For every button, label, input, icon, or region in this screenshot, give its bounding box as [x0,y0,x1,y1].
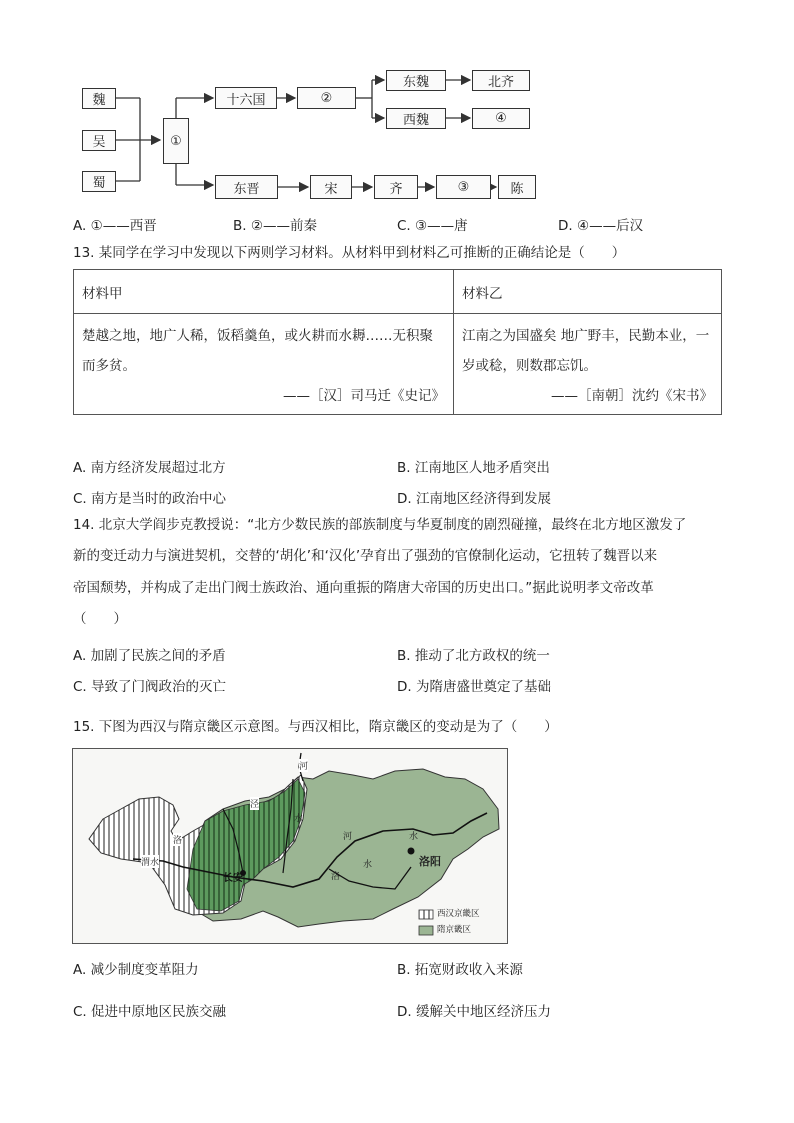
box-song: 宋 [310,175,352,199]
legend-sui-label: 隋京畿区 [437,925,472,935]
q15-option-a[interactable]: A. 减少制度变革阻力 [73,962,199,978]
box-west-wei: 西魏 [386,108,446,129]
node-3: ③ [436,175,491,199]
legend-xihan-swatch [419,910,433,919]
label-heshui-he: 河 [343,832,353,842]
q12-option-c[interactable]: C. ③——唐 [397,218,468,234]
q13-option-a[interactable]: A. 南方经济发展超过北方 [73,460,226,476]
q13-option-c[interactable]: C. 南方是当时的政治中心 [73,491,227,507]
q13-materials-table [73,269,722,415]
state-wei: 魏 [82,88,116,109]
box-chen: 陈 [498,175,536,199]
legend-xihan-label: 西汉京畿区 [437,909,480,919]
q14-option-a[interactable]: A. 加剧了民族之间的矛盾 [73,648,226,664]
node-1: ① [163,118,189,164]
node-4: ④ [472,108,530,129]
q12-option-b[interactable]: B. ②——前秦 [233,218,317,234]
box-sixteen-kingdoms: 十六国 [215,87,277,109]
q14-stem-line2: 新的变迁动力与演进契机，交替的‘胡化’和‘汉化’孕育出了强劲的官僚制化运动，它扭转了魏晋以来 [73,548,658,564]
box-east-jin: 东晋 [215,175,278,199]
q15-option-b[interactable]: B. 拓宽财政收入来源 [397,962,523,978]
material-a-text-1: 楚越之地，地广人稀，饭稻羹鱼，或火耕而水耨……无积聚 [82,328,433,344]
box-east-wei: 东魏 [386,70,446,91]
label-luoshui-luo: 洛 [331,872,341,882]
material-b-citation: ——［南朝］沈约《宋书》 [551,388,713,404]
label-jing-north: 泾 [250,797,259,810]
q14-stem-line4: （ ） [73,611,127,627]
q12-option-a[interactable]: A. ①——西晋 [73,218,157,234]
q15-option-c[interactable]: C. 促进中原地区民族交融 [73,1004,227,1020]
q14-stem-line1: 14. 北京大学阎步克教授说：“北方少数民族的部族制度与华夏制度的剧烈碰撞，最终在北方地区激发了 [73,517,687,533]
q15-option-d[interactable]: D. 缓解关中地区经济压力 [397,1004,551,1020]
q14-option-c[interactable]: C. 导致了门阀政治的灭亡 [73,679,227,695]
label-weishui: 渭水 [141,855,159,868]
material-a-citation: ——［汉］司马迁《史记》 [283,388,445,404]
q13-stem: 13. 某同学在学习中发现以下两则学习材料。从材料甲到材料乙可推断的正确结论是（ ） [73,245,626,261]
label-luo-west: 洛 [173,833,182,846]
label-he: 河 [299,759,308,772]
q12-option-d[interactable]: D. ④——后汉 [558,218,644,234]
label-changan: 长安 [223,873,243,884]
label-luoyang: 洛阳 [419,855,441,868]
material-b-text-2: 岁或稔，则数郡忘饥。 [462,358,597,374]
q13-option-d[interactable]: D. 江南地区经济得到发展 [397,491,551,507]
q15-stem: 15. 下图为西汉与隋京畿区示意图。与西汉相比，隋京畿区的变动是为了（ ） [73,719,558,735]
header-material-a: 材料甲 [74,270,454,314]
node-2: ② [297,87,356,109]
legend-sui-swatch [419,926,433,935]
q14-stem-line3: 帝国颓势，并构成了走出门阀士族政治、通向重振的隋唐大帝国的历史出口。”据此说明孝文帝改革 [73,580,654,596]
q14-option-d[interactable]: D. 为隋唐盛世奠定了基础 [397,679,551,695]
header-material-b: 材料乙 [454,270,722,314]
material-b-cell [454,314,722,415]
q14-option-b[interactable]: B. 推动了北方政权的统一 [397,648,550,664]
material-a-cell [74,314,454,415]
capital-region-map [72,748,508,944]
q13-option-b[interactable]: B. 江南地区人地矛盾突出 [397,460,550,476]
luoyang-marker [408,848,415,855]
box-qi: 齐 [374,175,418,199]
material-a-text-2: 而多贫。 [82,358,136,374]
box-north-qi: 北齐 [472,70,530,91]
state-shu: 蜀 [82,171,116,192]
label-shui-north: 水 [294,814,304,824]
state-wu: 吴 [82,130,116,151]
label-heshui-shui: 水 [409,832,419,842]
label-luoshui-shui: 水 [363,860,373,870]
material-b-text-1: 江南之为国盛矣 地广野丰，民勤本业，一 [462,328,710,344]
